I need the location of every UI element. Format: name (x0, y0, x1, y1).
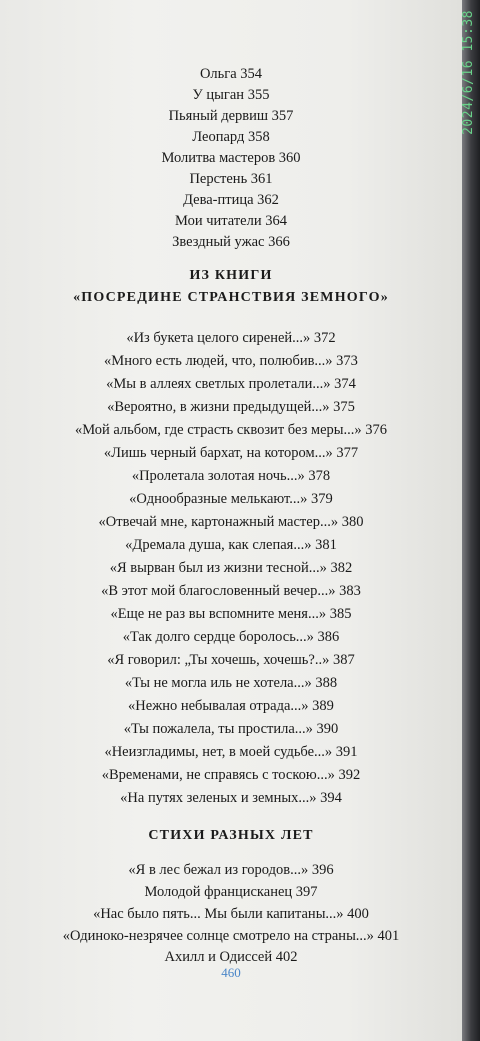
book-spine (462, 0, 480, 1041)
toc-entry: «Отвечай мне, картонажный мастер...» 380 (98, 514, 364, 530)
toc-entry: «Пролетала золотая ночь...» 378 (131, 468, 331, 484)
toc-entry: «Временами, не справясь с тоскою...» 392 (101, 767, 361, 783)
toc-entry: Ахилл и Одиссей 402 (164, 949, 298, 965)
toc-entry: «Ты не могла иль не хотела...» 388 (124, 675, 338, 691)
toc-entry: Дева-птица 362 (183, 192, 279, 208)
toc-entry: «Одиноко-незрячее солнце смотрело на страны...» 401 (62, 928, 400, 944)
toc-entry: Молитва мастеров 360 (161, 150, 301, 166)
toc-entry: Мои читатели 364 (175, 213, 287, 229)
toc-entry: Молодой францисканец 397 (144, 884, 318, 900)
toc-entry: Пьяный дервиш 357 (168, 108, 294, 124)
section-heading: «ПОСРЕДИНЕ СТРАНСТВИЯ ЗЕМНОГО» (73, 290, 389, 305)
toc-entry: «Ты пожалела, ты простила...» 390 (123, 721, 339, 737)
toc-entry: «Я говорил: „Ты хочешь, хочешь?..» 387 (107, 652, 355, 668)
toc-entry: «Из букета целого сиреней...» 372 (126, 330, 336, 346)
toc-entry: «Нас было пять... Мы были капитаны...» 400 (93, 906, 369, 922)
toc-entry: «Так долго сердце боролось...» 386 (122, 629, 340, 645)
toc-entry: «Мы в аллеях светлых пролетали...» 374 (106, 376, 356, 392)
toc-entry: Леопард 358 (192, 129, 270, 145)
section-heading: ИЗ КНИГИ (189, 268, 273, 283)
toc-entry: «Неизгладимы, нет, в моей судьбе...» 391 (104, 744, 358, 760)
toc-entry: Перстень 361 (189, 171, 273, 187)
toc-entry: «Мой альбом, где страсть сквозит без меры...» 376 (74, 422, 388, 438)
toc-entry: «Много есть людей, что, полюбив...» 373 (104, 353, 358, 369)
toc-entry: «Еще не раз вы вспомните меня...» 385 (110, 606, 352, 622)
toc-entry: «Я в лес бежал из городов...» 396 (128, 862, 334, 878)
toc-entry: «Дремала душа, как слепая...» 381 (125, 537, 337, 553)
toc-entry: «Лишь черный бархат, на котором...» 377 (103, 445, 359, 461)
toc-entry: Звездный ужас 366 (172, 234, 290, 250)
toc-entry: «Вероятно, в жизни предыдущей...» 375 (107, 399, 355, 415)
section-heading: СТИХИ РАЗНЫХ ЛЕТ (148, 828, 314, 843)
toc-entry: «На путях зеленых и земных...» 394 (120, 790, 342, 806)
photo-timestamp: 2024/6/16 15:38 (461, 10, 476, 135)
toc-entry: У цыган 355 (192, 87, 270, 103)
toc-entry: Ольга 354 (199, 66, 263, 82)
toc-entry: «Однообразные мелькают...» 379 (129, 491, 333, 507)
toc-entry: «В этот мой благословенный вечер...» 383 (101, 583, 361, 599)
page-number: 460 (221, 965, 241, 980)
toc-entry: «Я вырван был из жизни тесной...» 382 (109, 560, 353, 576)
toc-entry: «Нежно небывалая отрада...» 389 (128, 698, 334, 714)
